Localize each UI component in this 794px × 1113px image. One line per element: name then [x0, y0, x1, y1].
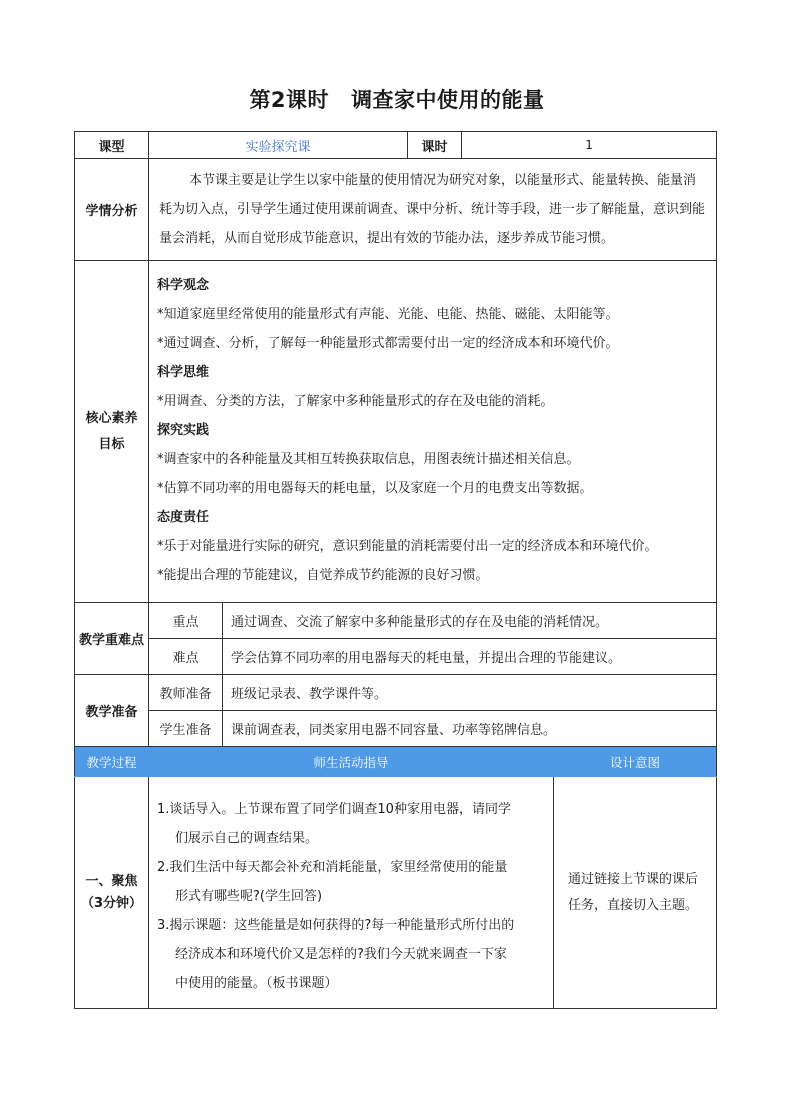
core-goals-content: [149, 261, 717, 603]
goal-item: *知道家庭里经常使用的能量形式有声能、光能、电能、热能、磁能、太阳能等。: [157, 307, 619, 322]
activity-item: 3.揭示课题：这些能量是如何获得的?每一种能量形式所付出的: [157, 918, 515, 933]
teacher-prep-text: 班级记录表、教学课件等。: [223, 675, 717, 711]
goal-item: *用调查、分类的方法，了解家中多种能量形式的存在及电能的消耗。: [157, 394, 554, 409]
lesson-type-label: 课型: [75, 132, 149, 159]
goal-heading: 探究实践: [157, 423, 210, 438]
lesson-number: 第2课时: [249, 88, 330, 112]
hard-point-text: 学会估算不同功率的用电器每天的耗电量，并提出合理的节能建议。: [223, 639, 717, 675]
hard-point-label: 难点: [149, 639, 223, 675]
activity-item: 1.谈话导入。上节课布置了同学们调查10种家用电器，请同学: [157, 802, 511, 817]
key-point-text: 通过调查、交流了解家中多种能量形式的存在及电能的消耗情况。: [223, 603, 717, 639]
goal-item: *乐于对能量进行实际的研究，意识到能量的消耗需要付出一定的经济成本和环境代价。: [157, 539, 658, 554]
process-header-stage: 教学过程: [75, 747, 149, 777]
activity-item-continued: 们展示自己的调查结果。: [175, 831, 319, 846]
lesson-type-value: 实验探究课: [149, 132, 408, 159]
prep-label: 教学准备: [75, 675, 149, 747]
page-title: [0, 84, 794, 114]
stage-focus-design: 通过链接上节课的课后任务，直接切入主题。: [554, 777, 717, 1009]
lesson-topic: 调查家中使用的能量: [351, 88, 545, 112]
student-prep-label: 学生准备: [149, 711, 223, 747]
activity-item-continued: 经济成本和环境代价又是怎样的?我们今天就来调查一下家: [175, 947, 507, 962]
row-hard-point: [75, 639, 717, 675]
row-core-goals: [75, 261, 717, 603]
stage-time: （3分钟）: [80, 895, 143, 911]
goal-item: *能提出合理的节能建议，自觉养成节约能源的良好习惯。: [157, 568, 489, 583]
core-goals-label-line1: 核心素养: [85, 410, 138, 426]
goal-heading: 科学思维: [157, 365, 210, 380]
student-prep-text: 课前调查表，同类家用电器不同容量、功率等铭牌信息。: [223, 711, 717, 747]
row-lesson-type: [75, 132, 717, 159]
row-stage-focus: [75, 777, 717, 1009]
activity-item-continued: 中使用的能量。（板书课题）: [175, 976, 338, 991]
stage-focus-label: [75, 777, 149, 1009]
process-header-row: [75, 747, 717, 777]
analysis-text: 本节课主要是让学生以家中能量的使用情况为研究对象，以能量形式、能量转换、能量消耗为切入点，引导学生通过使用课前调查、课中分析、统计等手段，进一步了解能量，意识到能量会消耗，从而自觉形成节能意识，提出有效的节能办法，逐步养成节能习惯。: [159, 173, 706, 246]
stage-focus-activities: [149, 777, 554, 1009]
row-analysis: [75, 159, 717, 261]
core-goals-label-line2: 目标: [98, 436, 125, 452]
analysis-text-cell: [149, 159, 717, 261]
stage-name: 一、聚焦: [85, 873, 138, 889]
goal-item: *估算不同功率的用电器每天的耗电量，以及家庭一个月的电费支出等数据。: [157, 481, 593, 496]
goal-heading: 科学观念: [157, 278, 210, 293]
goal-item: *通过调查、分析，了解每一种能量形式都需要付出一定的经济成本和环境代价。: [157, 336, 619, 351]
goal-heading: 态度责任: [157, 510, 210, 525]
class-hours-label: 课时: [408, 132, 462, 159]
row-key-point: [75, 603, 717, 639]
lesson-plan-table: [74, 131, 717, 1009]
key-point-label: 重点: [149, 603, 223, 639]
row-student-prep: [75, 711, 717, 747]
class-hours-value: 1: [462, 132, 717, 159]
row-teacher-prep: [75, 675, 717, 711]
goal-item: *调查家中的各种能量及其相互转换获取信息，用图表统计描述相关信息。: [157, 452, 580, 467]
key-points-label: 教学重难点: [75, 603, 149, 675]
process-header-design: 设计意图: [554, 747, 717, 777]
activity-item: 2.我们生活中每天都会补充和消耗能量，家里经常使用的能量: [157, 860, 508, 875]
activity-item-continued: 形式有哪些呢?(学生回答): [175, 889, 323, 904]
process-header-activity: 师生活动指导: [149, 747, 554, 777]
teacher-prep-label: 教师准备: [149, 675, 223, 711]
core-goals-label: [75, 261, 149, 603]
analysis-label: 学情分析: [75, 159, 149, 261]
